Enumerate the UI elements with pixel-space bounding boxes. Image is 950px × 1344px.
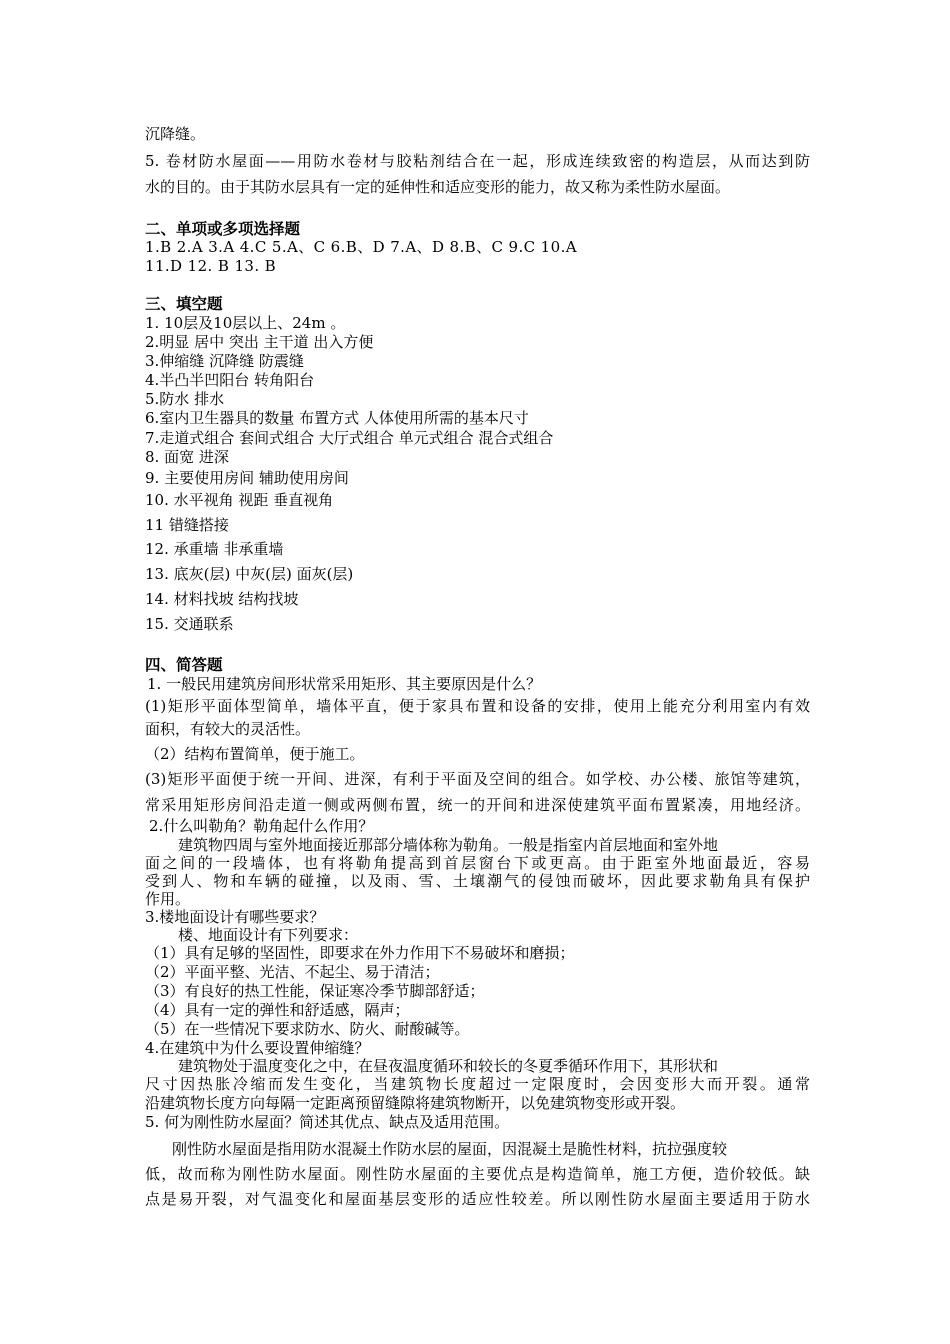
text-line: 作用。 [145,890,191,908]
text-line: 建筑物四周与室外地面接近那部分墙体称为勒角。一般是指室内首层地面和室外地 [178,836,719,854]
text-line: (1)矩形平面体型简单，墙体平直，便于家具布置和设备的安排，使用上能充分利用室内有效 [145,697,810,715]
text-line: 5.防水 排水 [145,390,225,408]
section-heading: 二、单项或多项选择题 [145,220,301,238]
text-line: 水的目的。由于其防水层具有一定的延伸性和适应变形的能力，故又称为柔性防水屋面。 [145,178,731,196]
question-line: 3.楼地面设计有哪些要求？ [145,908,325,926]
text-line: 尺寸因热胀冷缩而发生变化，当建筑物长度超过一定限度时，会因变形大而开裂。通常 [145,1075,810,1093]
text-line: 低，故而称为刚性防水屋面。刚性防水屋面的主要优点是构造简单，施工方便，造价较低。缺 [145,1165,810,1183]
text-line: 点是易开裂，对气温变化和屋面基层变形的适应性较差。所以刚性防水屋面主要适用于防水 [145,1190,810,1208]
text-line: 面之间的一段墙体，也有将勒角提高到首层窗台下或更高。由于距室外地面最近，容易 [145,854,810,872]
text-line: （5）在一些情况下要求防水、防火、耐酸碱等。 [145,1020,470,1038]
text-line: （2）平面平整、光洁、不起尘、易于清洁； [145,963,440,981]
question-line: 4.在建筑中为什么要设置伸缩缝？ [145,1039,370,1057]
question-line: 1. 一般民用建筑房间形状常采用矩形、其主要原因是什么？ [147,675,542,693]
text-line: 11.D 12. B 13. B [145,257,277,275]
text-line: （2）结构布置简单，便于施工。 [145,745,365,763]
text-line: 2.明显 居中 突出 主干道 出入方便 [145,333,374,351]
text-line: 5. 卷材防水屋面——用防水卷材与胶粘剂结合在一起，形成连续致密的构造层，从而达到防 [145,152,810,170]
question-line: 2.什么叫勒角？勒角起什么作用？ [149,817,374,835]
text-line: 10. 水平视角 视距 垂直视角 [145,491,334,509]
section-heading: 四、简答题 [145,656,223,674]
text-line: 3.伸缩缝 沉降缝 防震缝 [145,352,304,370]
text-line: 1. 10层及10层以上、24m 。 [145,314,346,332]
text-line: 15. 交通联系 [145,615,234,633]
text-line: 1.B 2.A 3.A 4.C 5.A、C 6.B、D 7.A、D 8.B、C 9.C 10.A [145,238,577,256]
text-line: 7.走道式组合 套间式组合 大厅式组合 单元式组合 混合式组合 [145,429,554,447]
text-line: （1）具有足够的坚固性，即要求在外力作用下不易破坏和磨损； [145,944,575,962]
text-line: 建筑物处于温度变化之中，在昼夜温度循环和较长的冬夏季循环作用下，其形状和 [178,1057,719,1075]
text-line: 9. 主要使用房间 辅助使用房间 [145,469,349,487]
question-line: 5. 何为刚性防水屋面？简述其优点、缺点及适用范围。 [145,1113,510,1131]
text-line: （3）有良好的热工性能，保证寒冷季节脚部舒适； [145,982,485,1000]
text-line: 11 错缝搭接 [145,516,229,534]
text-line: 面积，有较大的灵活性。 [145,720,311,738]
text-line: 沉降缝。 [145,125,206,143]
text-line: 12. 承重墙 非承重墙 [145,540,284,558]
text-line: 受到人、物和车辆的碰撞，以及雨、雪、土壤潮气的侵蚀而破坏，因此要求勒角具有保护 [145,872,810,890]
text-line: (3)矩形平面便于统一开间、进深，有利于平面及空间的组合。如学校、办公楼、旅馆等建筑， [145,770,810,788]
text-line: 14. 材料找坡 结构找坡 [145,590,299,608]
text-line: 6.室内卫生器具的数量 布置方式 人体使用所需的基本尺寸 [145,409,529,427]
text-line: 沿建筑物长度方向每隔一定距离预留缝隙将建筑物断开，以免建筑物变形或开裂。 [145,1094,686,1112]
text-line: 刚性防水屋面是指用防水混凝土作防水层的屋面，因混凝土是脆性材料，抗拉强度较 [172,1140,728,1158]
section-heading: 三、填空题 [145,295,223,313]
text-line: 常采用矩形房间沿走道一侧或两侧布置，统一的开间和进深使建筑平面布置紧凑，用地经济。 [145,796,810,814]
text-line: 楼、地面设计有下列要求： [178,926,359,944]
text-line: 13. 底灰(层) 中灰(层) 面灰(层) [145,565,354,583]
text-line: 8. 面宽 进深 [145,448,229,466]
text-line: （4）具有一定的弹性和舒适感，隔声； [145,1001,410,1019]
text-line: 4.半凸半凹阳台 转角阳台 [145,371,315,389]
